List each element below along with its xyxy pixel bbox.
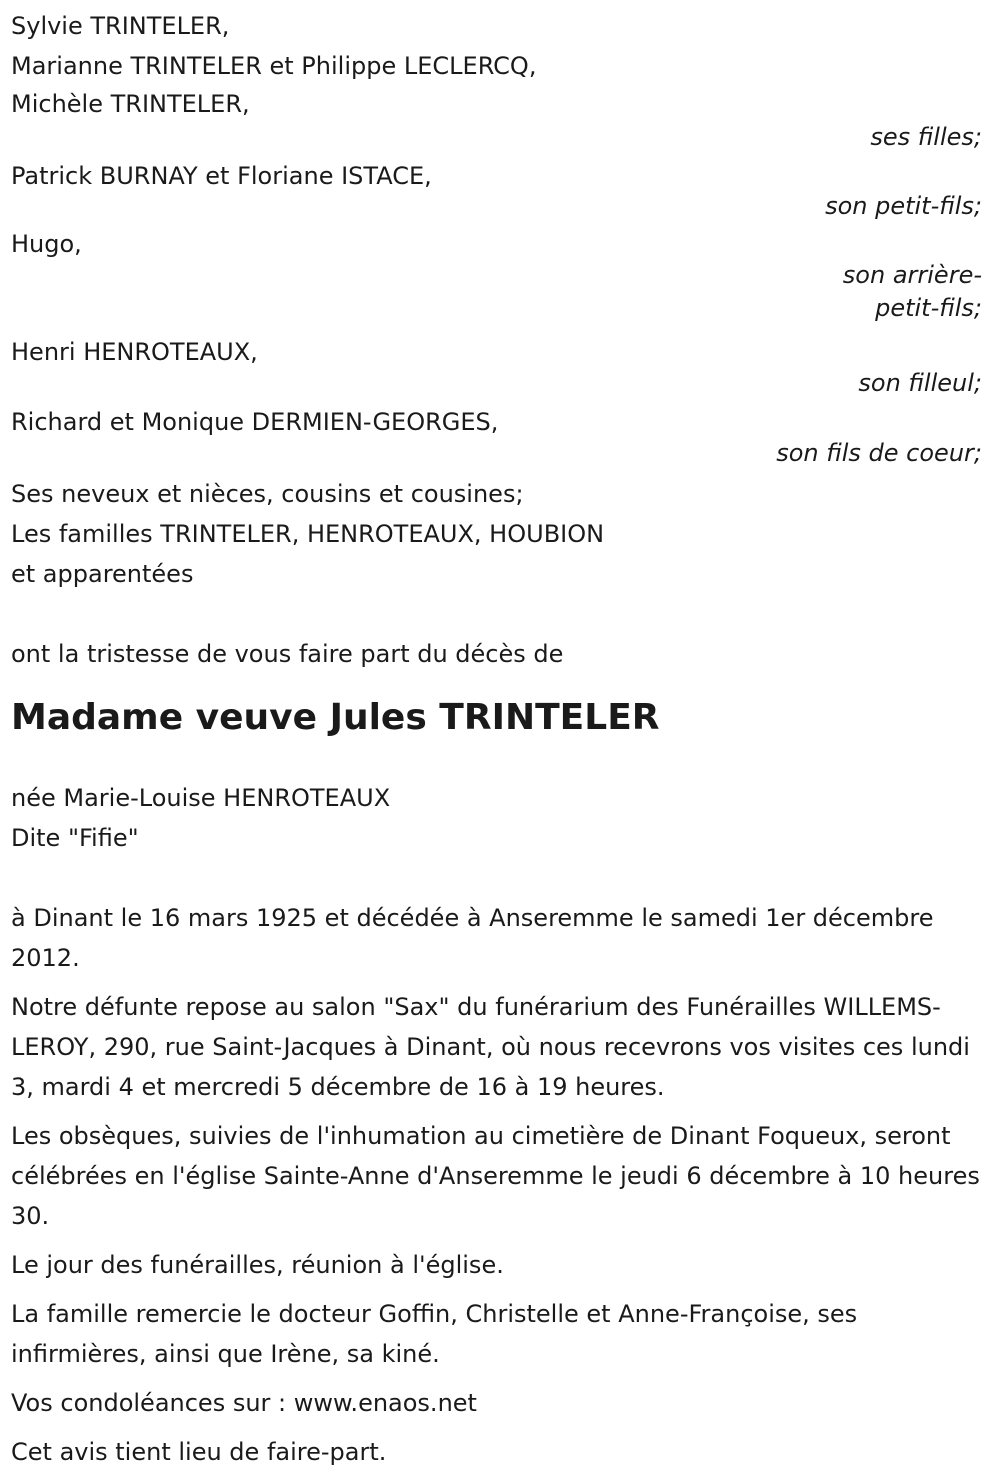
relation-label: petit-fils; [875,294,982,322]
family-group-daughters [11,6,990,152]
condolences-paragraph: Vos condoléances sur : www.enaos.net [11,1389,477,1417]
family-group-heart-son [11,404,990,466]
relation-label: son filleul; [858,369,982,397]
announcement-text: ont la tristesse de vous faire part du décès de [11,640,564,668]
family-name-line: Marianne TRINTELER et Philippe LECLERCQ, [11,52,537,80]
nickname: Dite "Fifie" [11,824,139,852]
family-name-line: Henri HENROTEAUX, [11,338,258,366]
notice-body [11,898,990,1472]
family-name-line: Sylvie TRINTELER, [11,12,230,40]
family-group-great-grandson [11,226,990,328]
extended-family-line: et apparentées [11,560,194,588]
family-name-line: Michèle TRINTELER, [11,90,250,118]
relation-label: son arrière- [842,261,982,289]
extended-family [11,474,990,594]
birth-death-paragraph: à Dinant le 16 mars 1925 et décédée à Anseremme le samedi 1er décembre 2012. [11,904,934,972]
family-name-line: Hugo, [11,230,82,258]
family-group-godson [11,334,990,396]
visitation-paragraph: Notre défunte repose au salon "Sax" du funérarium des Funérailles WILLEMS-LEROY, 290, rue Saint-Jacques à Dinant, où nous recevrons vos visites ces lundi 3, mardi 4 et mercredi 5 décembre de 16 à 19 heures. [11,993,970,1101]
family-name-line: Patrick BURNAY et Floriane ISTACE, [11,162,432,190]
notice-footer: Cet avis tient lieu de faire-part. [11,1438,387,1466]
family-name-line: Richard et Monique DERMIEN-GEORGES, [11,408,499,436]
family-group-grandson [11,158,990,218]
birth-name: née Marie-Louise HENROTEAUX [11,784,391,812]
thanks-paragraph: La famille remercie le docteur Goffin, Christelle et Anne-Françoise, ses infirmières, ainsi que Irène, sa kiné. [11,1300,858,1368]
relation-label: son petit-fils; [825,192,982,220]
funeral-paragraph: Les obsèques, suivies de l'inhumation au cimetière de Dinant Foqueux, seront célébrées en l'église Sainte-Anne d'Anseremme le jeudi 6 décembre à 10 heures 30. [11,1122,980,1230]
relation-label: ses filles; [870,123,982,151]
relation-label: son fils de coeur; [776,439,982,467]
extended-family-line: Ses neveux et nièces, cousins et cousines; [11,480,524,508]
gathering-paragraph: Le jour des funérailles, réunion à l'église. [11,1251,504,1279]
deceased-name: Madame veuve Jules TRINTELER [11,697,660,738]
extended-family-line: Les familles TRINTELER, HENROTEAUX, HOUBION [11,520,605,548]
